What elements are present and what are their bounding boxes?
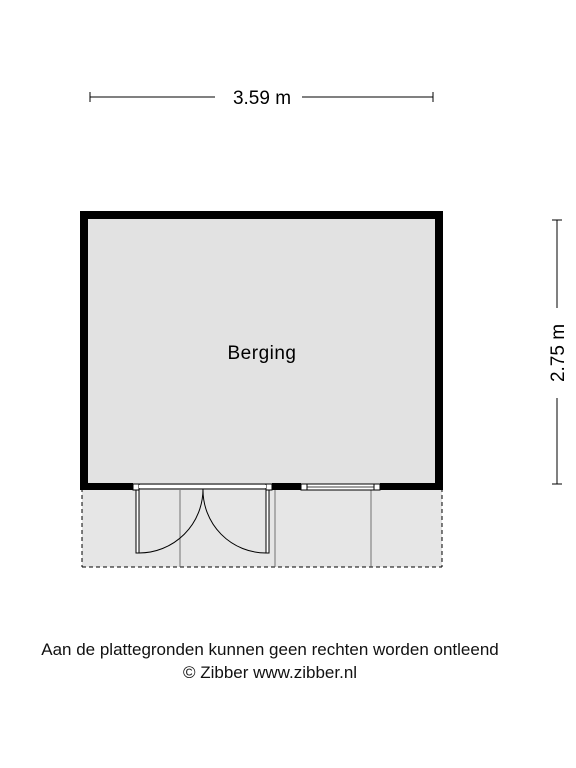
window [301, 484, 380, 490]
height-dimension [548, 220, 569, 484]
copyright-text: © Zibber www.zibber.nl [182, 663, 358, 682]
width-dimension [90, 88, 433, 109]
height-label: 2.75 m [548, 323, 569, 383]
room-label: Berging [227, 343, 297, 364]
disclaimer-text: Aan de plattegronden kunnen geen rechten worden ontleend [41, 640, 499, 659]
width-label: 3.59 m [232, 88, 292, 109]
